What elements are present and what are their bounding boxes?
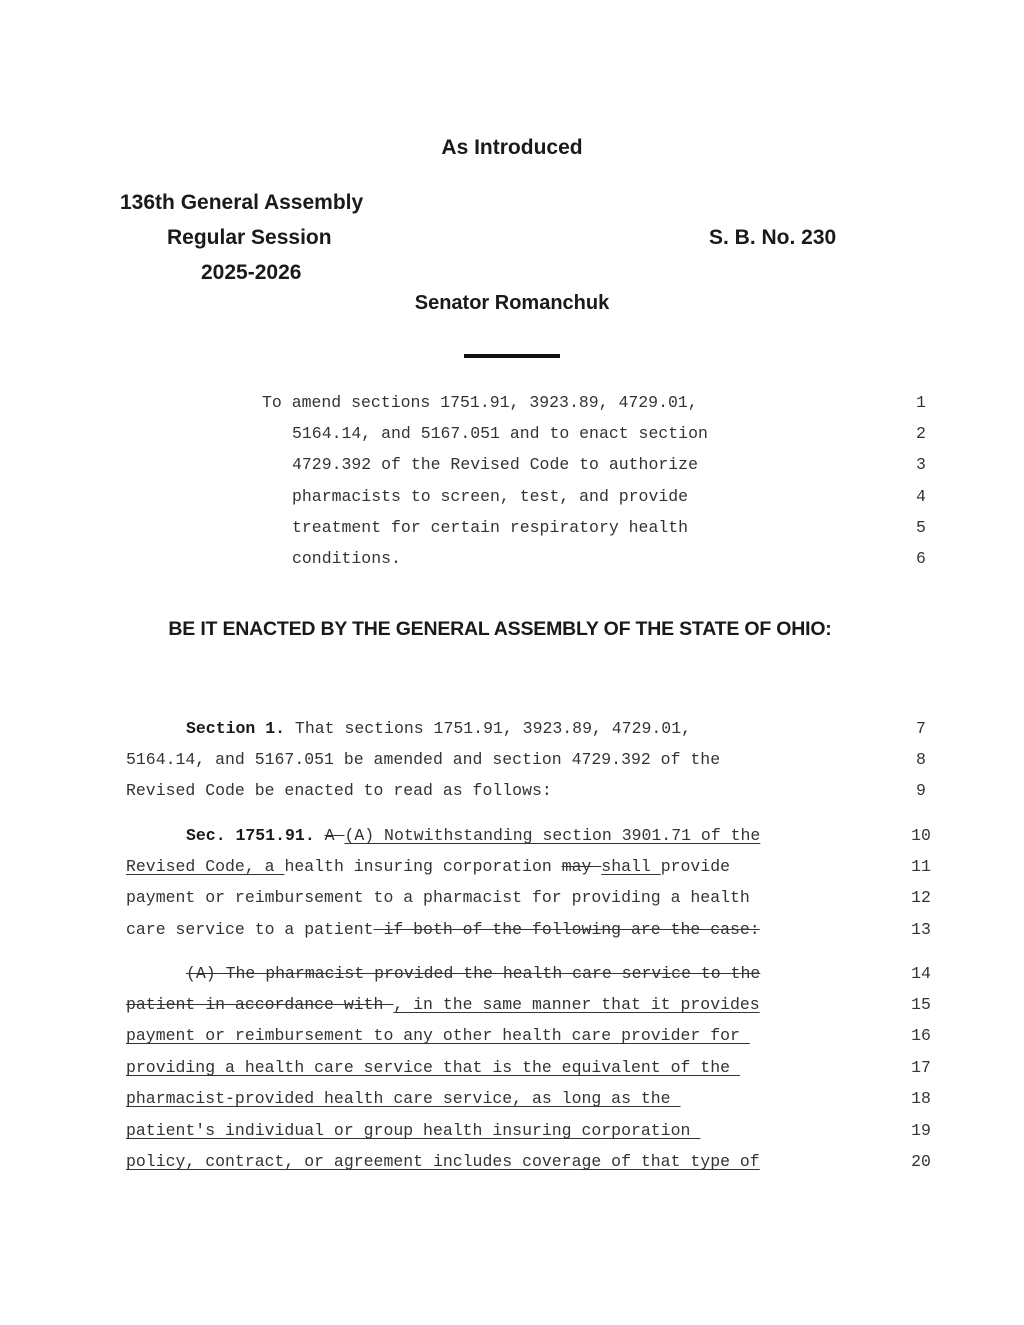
section-label: Section 1. [186,719,286,738]
inserted-text: Revised Code, a [126,857,285,876]
inserted-text: policy, contract, or agreement includes coverage of that type of [126,1152,760,1171]
line-number: 18 [911,1089,931,1108]
struck-text: (A) The pharmacist provided the health care service to the [186,964,761,983]
section-text: 5164.14, and 5167.051 be amended and section 4729.392 of the [126,750,721,769]
inserted-text: , in the same manner that it provides [393,995,760,1014]
line-number: 14 [911,964,931,983]
struck-text: may [561,857,602,876]
line-number: 2 [916,424,926,443]
enacting-clause: BE IT ENACTED BY THE GENERAL ASSEMBLY OF THE STATE OF OHIO: [168,618,832,640]
title-line: 4729.392 of the Revised Code to authorize [292,455,698,474]
inserted-text: pharmacist-provided health care service, as long as the [126,1089,681,1108]
inserted-text: (A) Notwithstanding section 3901.71 of the [344,826,761,845]
line-number: 19 [911,1121,931,1140]
sponsor: Senator Romanchuk [414,292,610,314]
body-text: provide [660,857,731,876]
regular-session: Regular Session [167,226,332,249]
line-number: 9 [916,781,926,800]
section-label: Sec. 1751.91. [186,826,315,845]
session-years: 2025-2026 [201,261,302,284]
line-number: 17 [911,1058,931,1077]
struck-text: patient in accordance with [126,995,394,1014]
line-number: 4 [916,487,926,506]
title-line: pharmacists to screen, test, and provide [292,487,689,506]
document-status: As Introduced [441,136,583,159]
section-text: That sections 1751.91, 3923.89, 4729.01, [285,719,691,738]
title-line: conditions. [292,549,401,568]
body-text: health insuring corporation [284,857,562,876]
line-number: 3 [916,455,926,474]
line-number: 20 [911,1152,931,1171]
inserted-text: providing a health care service that is the equivalent of the [126,1058,740,1077]
general-assembly: 136th General Assembly [120,191,364,214]
line-number: 5 [916,518,926,537]
inserted-text: shall [601,857,661,876]
bill-number: S. B. No. 230 [709,226,837,249]
line-number: 1 [916,393,926,412]
header-divider [464,354,560,358]
inserted-text: patient's individual or group health insuring corporation [126,1121,701,1140]
body-text: care service to a patient [126,920,374,939]
line-number: 16 [911,1026,931,1045]
section-text: Revised Code be enacted to read as follows: [126,781,552,800]
title-line: treatment for certain respiratory health [292,518,689,537]
line-number: 11 [911,857,931,876]
struck-text: if both of the following are the case: [373,920,760,939]
title-line: To amend sections 1751.91, 3923.89, 4729.01, [262,393,698,412]
line-number: 10 [911,826,931,845]
line-number: 7 [916,719,926,738]
title-line: 5164.14, and 5167.051 and to enact section [292,424,708,443]
struck-text: A [324,826,345,845]
body-text: payment or reimbursement to a pharmacist for providing a health [126,888,750,907]
inserted-text: payment or reimbursement to any other health care provider for [126,1026,750,1045]
line-number: 8 [916,750,926,769]
line-number: 13 [911,920,931,939]
line-number: 6 [916,549,926,568]
line-number: 15 [911,995,931,1014]
line-number: 12 [911,888,931,907]
